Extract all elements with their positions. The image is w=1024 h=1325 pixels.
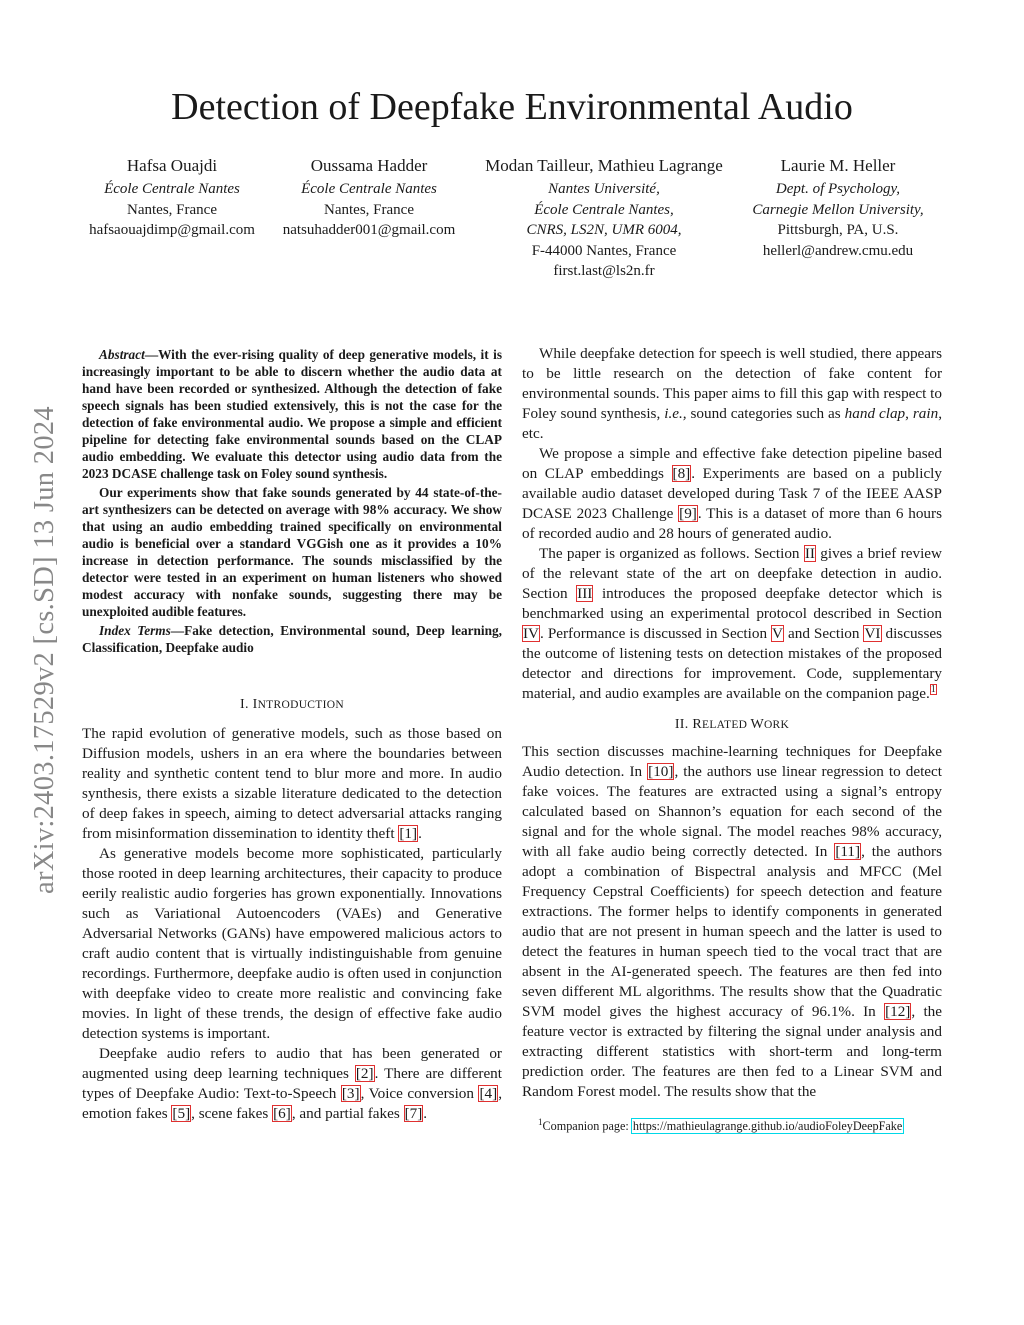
author-affiliation: École Centrale Nantes (104, 181, 240, 197)
author-affiliation: École Centrale Nantes (301, 181, 437, 197)
arxiv-sidebar (18, 340, 72, 960)
footnote-link[interactable]: 1 (930, 683, 936, 695)
intro-paragraph-2: As generative models become more sophisticated, particularly those rooted in deep learning architectures, their capacity to produce eerily realistic audio forgeries has grown exponentially. Innovations such as Variational Autoencoders (VAEs) and Generative Adversarial Networks (GANs) have empowered malicious actors to craft audio content that is virtually indistinguishable from genuine recordings. Furthermore, deepfake audio is often used in conjunction with deepfake video to create more realistic and convincing fake movies. In light of these trends, the design of effective fake audio detection systems is important. (82, 845, 502, 1042)
author-email: hafsaouajdimp@gmail.com (89, 222, 255, 238)
intro-paragraph-1: The rapid evolution of generative models, such as those based on Diffusion models, ushers in an era where the boundaries between reality and synthetic content tend to blur more and more. In audio synthesis, there exists a sizable literature dedicated to the detection of deep fakes in speech, aiming to detect adversarial attacks ranging from misinformation dissemination to identity theft [1]. (82, 725, 502, 842)
citation-link[interactable]: [5] (172, 1105, 191, 1122)
author-affiliation: École Centrale Nantes, (534, 201, 674, 218)
right-column (522, 344, 942, 1134)
author-3 (474, 155, 734, 282)
author-location: Nantes, France (324, 201, 414, 218)
author-name: Modan Tailleur, Mathieu Lagrange (485, 156, 723, 175)
citation-link[interactable]: [10] (648, 763, 674, 780)
citation-link[interactable]: [11] (835, 843, 861, 860)
footnote-number: 1 (538, 1117, 543, 1127)
citation-link[interactable]: [7] (404, 1105, 423, 1122)
citation-link[interactable]: [12] (885, 1003, 911, 1020)
companion-page-link[interactable]: https://mathieulagrange.github.io/audioFoleyDeepFake (632, 1119, 903, 1134)
author-4 (740, 155, 936, 261)
section-heading-introduction: I. INTRODUCTION (240, 697, 344, 712)
author-location: F-44000 Nantes, France (531, 242, 677, 259)
footnote (522, 1114, 942, 1134)
index-terms: Index Terms—Fake detection, Environmental sound, Deep learning, Classification, Deepfake audio (82, 623, 502, 655)
author-1 (82, 155, 262, 241)
author-location: Pittsburgh, PA, U.S. (777, 222, 899, 238)
author-affiliation: Nantes Université, (548, 181, 660, 197)
author-email: hellerl@andrew.cmu.edu (762, 242, 914, 259)
footnote-label: Companion page: (542, 1119, 632, 1134)
section-heading-related-work: II. RELATED WORK (674, 717, 790, 732)
citation-link[interactable]: [2] (355, 1065, 374, 1082)
related-work-paragraph-1: This section discusses machine-learning techniques for Deepfake Audio detection. In [10], the authors use linear regression to detect fake voices. The features are extracted using a signal’s entropy calculated based on Shannon’s equation for each second of the signal and for the whole signal. The model reaches 98% accuracy, with all fake audio being correctly detected. In [11], the authors adopt a combination of Bispectral analysis and MFCC (Mel Frequency Cepstral Coefficients) for speech detection and feature extractions. The former helps to identify components in generated audio that are not present in human speech and the latter is used to detect the features in human speech tied to the vocal tract that are absent in the AI-generated speech. The features are then fed into seven different ML algorithms. The results show that the Quadratic SVM model gives the highest accuracy of 96.1%. In [12], the feature vector is extracted by filtering the signal under analysis and extracting different statistics with short-term and long-term prediction order. The features are then fed to a Linear SVM and Random Forest model. The results show that the (522, 743, 942, 1100)
paper-title: Detection of Deepfake Environmental Audio (171, 86, 853, 128)
citation-link[interactable]: [9] (679, 505, 697, 522)
author-email: natsuhadder001@gmail.com (282, 222, 456, 238)
citation-link[interactable]: [4] (479, 1085, 498, 1102)
author-2 (276, 155, 462, 241)
author-affiliation: Dept. of Psychology, (775, 181, 901, 197)
author-email: first.last@ls2n.fr (553, 263, 655, 279)
arxiv-identifier: arXiv:2403.17529v2 [cs.SD] 13 Jun 2024 (29, 406, 60, 894)
author-location: Nantes, France (127, 201, 217, 218)
section-link[interactable]: IV (523, 625, 540, 642)
citation-link[interactable]: [8] (672, 465, 691, 482)
citation-link[interactable]: [1] (399, 825, 418, 842)
citation-link[interactable]: [6] (273, 1105, 291, 1122)
abstract-paragraph-2: Our experiments show that fake sounds generated by 44 state-of-the-art synthesizers can be detected on average with 98% accuracy. We show that using an audio embedding trained specifically on environmental audio is beneficial over a standard VGGish one as it provides a 10% increase in detection performance. The sounds misclassified by the detector were tested in an experiment on human listeners who showed modest accuracy with nonfake sounds, suggesting there may be unexploited audible features. (82, 485, 502, 619)
intro-paragraph-4: While deepfake detection for speech is well studied, there appears to be little research on the detection of fake content for environmental sounds. This paper aims to fill this gap with respect to Foley sound synthesis, i.e., sound categories such as hand clap, rain, etc. (522, 345, 943, 442)
author-affiliation: Carnegie Mellon University, (752, 201, 924, 218)
abstract-paragraph-1: Abstract—With the ever-rising quality of deep generative models, it is increasingly important to be able to discern whether the audio data at hand have been recorded or synthesized. Although the detection of fake speech signals has been studied extensively, this is not the case for the detection of fake environmental audio. We propose a simple and efficient pipeline for detecting fake environmental sounds based on the CLAP audio embedding. We evaluate this detector using audio data from the 2023 DCASE challenge task on Foley sound synthesis. (82, 347, 502, 481)
section-link[interactable]: VI (864, 625, 881, 642)
citation-link[interactable]: [3] (341, 1085, 360, 1102)
section-link[interactable]: V (772, 625, 784, 642)
author-name: Laurie M. Heller (780, 156, 896, 175)
intro-paragraph-6: The paper is organized as follows. Section II gives a brief review of the relevant state of the art on deepfake detection in audio. Section III introduces the proposed deepfake detector which is benchmarked using an experimental protocol described in Section IV. Performance is discussed in Section V and Section VI discusses the outcome of listening tests on detection mistakes of the proposed detector and directions for improvement. Code, supplementary material, and audio examples are available on the companion page.$^1$ (522, 545, 943, 702)
author-name: Hafsa Ouajdi (126, 156, 218, 175)
intro-paragraph-5: We propose a simple and effective fake detection pipeline based on CLAP embeddings [8]. Experiments are based on a publicly available audio dataset developed during Task 7 of the IEEE AASP DCASE 2023 Challenge [9]. This is a dataset of more than 6 hours of recorded audio and 28 hours of generated audio. (522, 445, 942, 542)
section-link[interactable]: III (577, 585, 593, 602)
section-link[interactable]: II (804, 545, 815, 562)
intro-paragraph-3: Deepfake audio refers to audio that has been generated or augmented using deep learning techniques [2]. There are different types of Deepfake Audio: Text-to-Speech [3], Voice conversion [4], emotion fakes [5], scene fakes [6], and partial fakes [7]. (82, 1045, 502, 1122)
left-column (82, 346, 502, 1124)
author-affiliation: CNRS, LS2N, UMR 6004, (526, 222, 682, 238)
author-name: Oussama Hadder (310, 156, 428, 175)
